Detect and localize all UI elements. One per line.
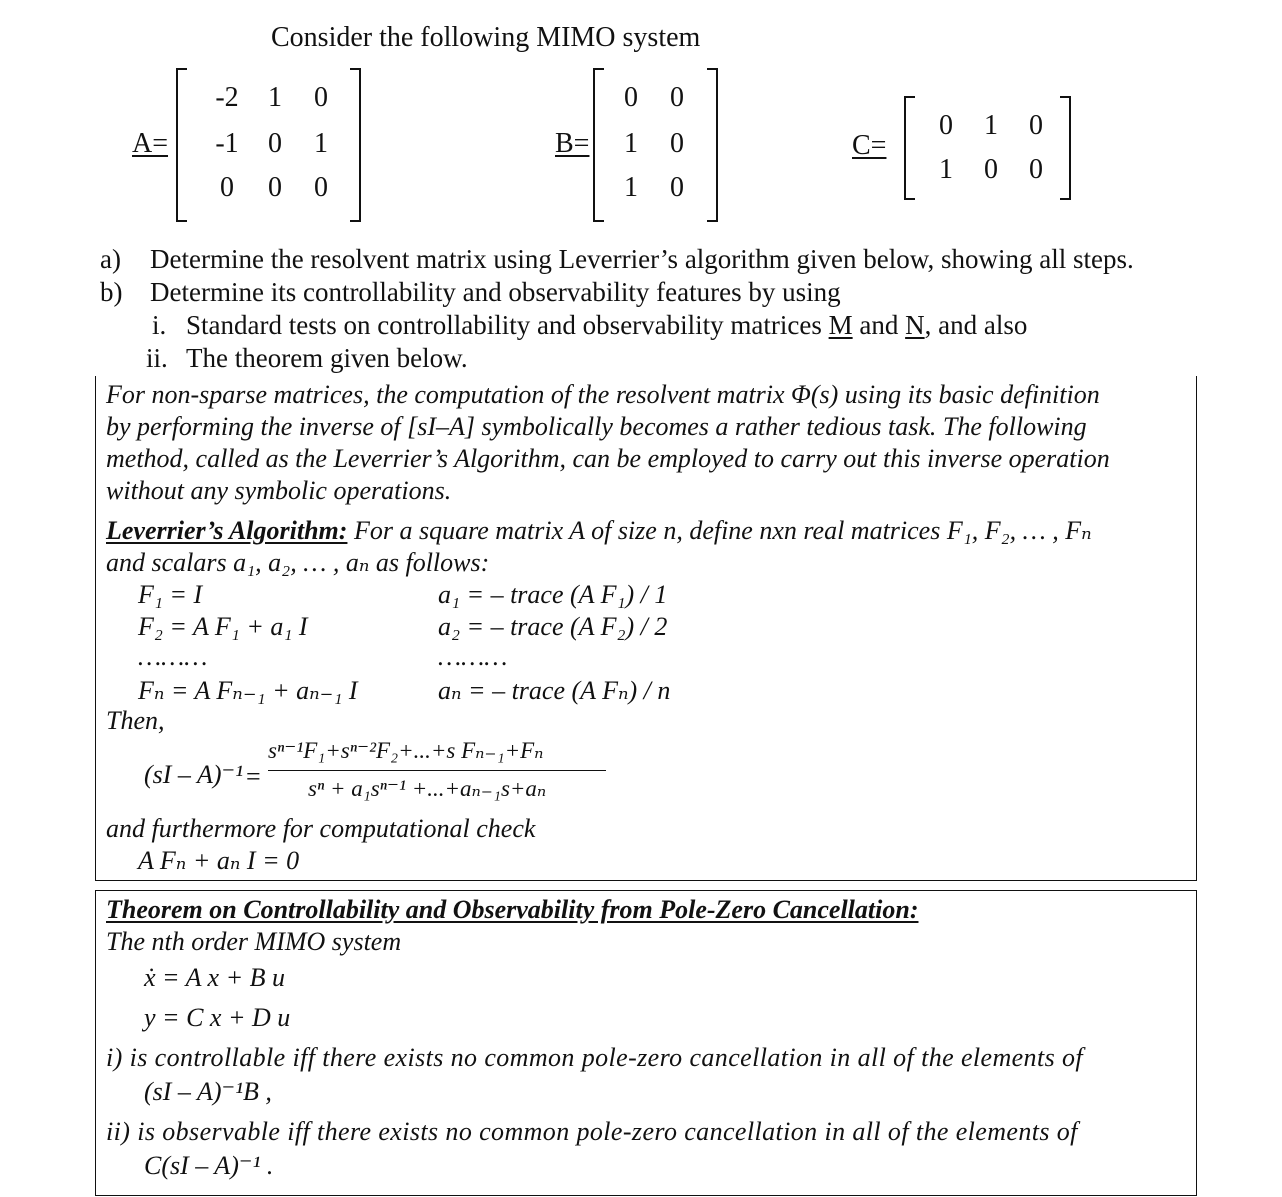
- theorem-condition-ii: ii) is observable iff there exists no common pole-zero cancellation in all of the elements of: [106, 1117, 1078, 1146]
- theorem-expr-ii: C(sI – A)⁻¹ .: [144, 1151, 274, 1180]
- matrix-a-cell: 1: [314, 128, 328, 159]
- matrix-a-label: A=: [132, 128, 169, 159]
- matrix-b-cell: 0: [670, 82, 684, 113]
- eq-a2: a₂ = – trace (A F₂) / 2: [438, 612, 668, 641]
- matrix-a-cell: 0: [268, 172, 282, 203]
- theorem-expr-i: (sI – A)⁻¹B ,: [144, 1077, 272, 1106]
- problem-title: Consider the following MIMO system: [271, 22, 701, 53]
- question-b-text: Determine its controllability and observability features by using: [150, 277, 841, 307]
- matrix-b-cell: 0: [624, 82, 638, 113]
- algo-heading: Leverrier’s Algorithm:: [106, 516, 348, 545]
- fraction-bar: [268, 770, 606, 771]
- eq-dots-left: ………: [138, 642, 208, 671]
- matrix-a: [132, 68, 372, 226]
- question-b-ii-marker: ii.: [146, 343, 168, 373]
- algo-definition: For a square matrix A of size n, define nxn real matrices F₁, F₂, … , Fₙ: [347, 516, 1092, 545]
- matrix-c: [852, 96, 1082, 206]
- matrix-a-cell: 1: [268, 82, 282, 113]
- matrix-b-cell: 1: [624, 172, 638, 203]
- matrix-a-right-bracket: [350, 68, 361, 222]
- matrix-b: [555, 68, 735, 226]
- question-b-i-text: [186, 310, 1027, 341]
- intro-line: method, called as the Leverrier’s Algorithm, can be employed to carry out this inverse operation: [106, 444, 1110, 473]
- resolvent-lhs: (sI – A)⁻¹: [144, 760, 244, 789]
- matrix-a-cell: -1: [215, 128, 239, 159]
- eq-dots-right: ………: [438, 642, 508, 671]
- eq-fn: Fₙ = A Fₙ₋₁ + aₙ₋₁ I: [138, 676, 358, 705]
- output-equation: y = C x + D u: [144, 1003, 291, 1032]
- matrix-c-left-bracket: [904, 96, 915, 200]
- matrix-c-cell: 0: [1029, 154, 1043, 185]
- matrix-a-cell: 0: [220, 172, 234, 203]
- theorem-heading: Theorem on Controllability and Observability from Pole-Zero Cancellation:: [106, 895, 919, 924]
- matrix-c-label: C=: [852, 130, 887, 161]
- eq-f1: F₁ = I: [138, 580, 203, 609]
- matrix-a-left-bracket: [176, 68, 187, 222]
- state-equation: ẋ = A x + B u: [144, 963, 285, 992]
- matrix-a-cell: -2: [215, 82, 239, 113]
- question-b-ii-text: The theorem given below.: [186, 343, 468, 373]
- resolvent-denominator: sⁿ + a₁sⁿ⁻¹ +...+aₙ₋₁s+aₙ: [308, 776, 547, 801]
- matrix-m-ref: M: [828, 310, 853, 340]
- eq-an: aₙ = – trace (A Fₙ) / n: [438, 676, 671, 705]
- matrix-c-cell: 1: [939, 154, 953, 185]
- matrix-b-right-bracket: [707, 68, 718, 222]
- matrix-a-cell: 0: [268, 128, 282, 159]
- question-b-i-mid: and: [852, 310, 906, 340]
- matrix-a-cell: 0: [314, 172, 328, 203]
- algo-line-1: [106, 516, 1092, 546]
- algo-line-2: and scalars a₁, a₂, … , aₙ as follows:: [106, 548, 490, 577]
- eq-f2: F₂ = A F₁ + a₁ I: [138, 612, 308, 641]
- theorem-line-1: The nth order MIMO system: [106, 927, 402, 956]
- resolvent-eq: =: [246, 762, 261, 791]
- question-a-marker: a): [100, 244, 121, 274]
- theorem-box: [95, 890, 1197, 1196]
- matrix-c-cell: 1: [984, 110, 998, 141]
- leverrier-box: [95, 376, 1197, 881]
- check-text: and furthermore for computational check: [106, 814, 536, 843]
- matrix-c-right-bracket: [1060, 96, 1071, 200]
- matrix-a-cell: 0: [314, 82, 328, 113]
- matrix-c-cell: 0: [984, 154, 998, 185]
- eq-a1: a₁ = – trace (A F₁) / 1: [438, 580, 668, 609]
- check-equation: A Fₙ + aₙ I = 0: [138, 846, 300, 875]
- question-a-text: Determine the resolvent matrix using Leverrier’s algorithm given below, showing all steps.: [150, 244, 1134, 274]
- intro-line: without any symbolic operations.: [106, 476, 452, 505]
- then-label: Then,: [106, 706, 165, 735]
- theorem-condition-i: i) is controllable iff there exists no common pole-zero cancellation in all of the elements of: [106, 1043, 1084, 1072]
- matrix-c-cell: 0: [1029, 110, 1043, 141]
- question-b-i-post: , and also: [924, 310, 1028, 340]
- matrix-n-ref: N: [905, 310, 925, 340]
- intro-line: For non-sparse matrices, the computation of the resolvent matrix Φ(s) using its basic definition: [106, 380, 1100, 409]
- matrix-b-left-bracket: [593, 68, 604, 222]
- resolvent-numerator: sⁿ⁻¹F₁+sⁿ⁻²F₂+...+s Fₙ₋₁+Fₙ: [268, 738, 544, 763]
- question-b-i-marker: i.: [152, 310, 167, 340]
- matrix-b-label: B=: [555, 128, 590, 159]
- matrix-b-cell: 0: [670, 128, 684, 159]
- intro-line: by performing the inverse of [sI–A] symbolically becomes a rather tedious task. The following: [106, 412, 1087, 441]
- question-b-i-pre: Standard tests on controllability and observability matrices: [186, 310, 829, 340]
- question-b-marker: b): [100, 277, 123, 307]
- matrix-b-cell: 0: [670, 172, 684, 203]
- matrix-c-cell: 0: [939, 110, 953, 141]
- matrix-b-cell: 1: [624, 128, 638, 159]
